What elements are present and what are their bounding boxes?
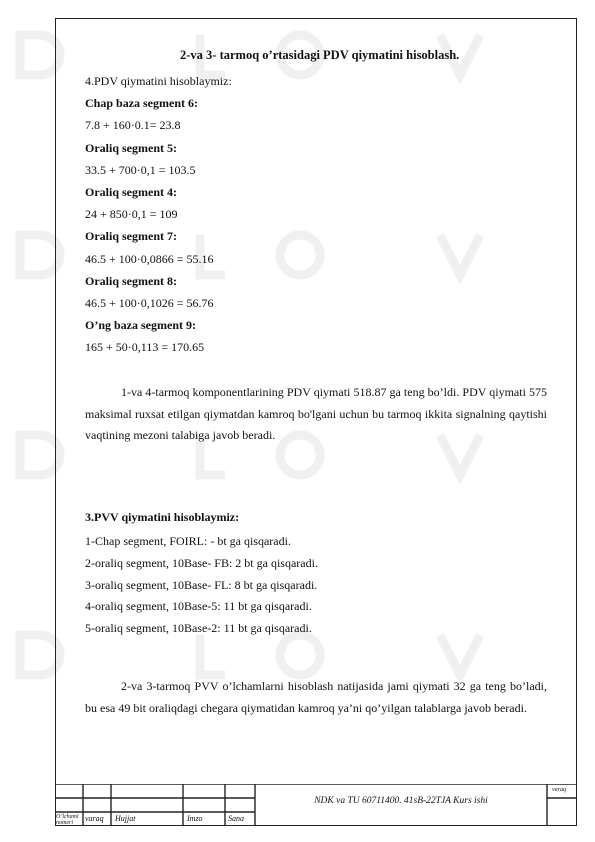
pvv-section-heading: 3.PVV qiymatini hisoblaymiz:	[85, 510, 240, 524]
stamp-imzo: Imzo	[187, 814, 203, 823]
pvv-conclusion-paragraph: 2-va 3-tarmoq PVV o’lchamlarni hisoblash natijasida jami qiymati 32 ga teng bo’ladi, bu esa 49 bit oraliqdagi chegara qiymatidan kamroq ya’ni qo’yilgan talablarga javob beradi.	[85, 679, 547, 715]
segment-heading: Chap baza segment 6:	[85, 96, 198, 111]
pvv-segment-line: 5-oraliq segment, 10Base-2: 11 bt ga qisqaradi.	[85, 621, 312, 636]
calculation-line: 4.PDV qiymatini hisoblaymiz:	[85, 74, 232, 88]
segment-heading: Oraliq segment 8:	[85, 273, 177, 288]
calculation-line: 46.5 + 100·0,0866 = 55.16	[85, 251, 214, 266]
stamp-varaq-right: varaq	[552, 787, 566, 793]
pvv-segment-line: 1-Chap segment, FOIRL: - bt ga qisqaradi.	[85, 534, 291, 548]
calculation-line: 7.8 + 160·0.1= 23.8	[85, 118, 181, 133]
calculation-line: 46.5 + 100·0,1026 = 56.76	[85, 296, 214, 310]
title-block-stamp	[55, 784, 577, 826]
pdv-conclusion-paragraph: 1-va 4-tarmoq komponentlarining PDV qiymati 518.87 ga teng bo’ldi. PDV qiymati 575 maksimal ruxsat etilgan qiymatdan kamroq bo'lgani uchun bu tarmoq ikkita signalning qaytishi vaqtining mezoni talabiga javob beradi.	[85, 385, 547, 442]
stamp-ozgar: O’lchami	[56, 814, 79, 820]
calculation-line: 33.5 + 700·0,1 = 103.5	[85, 162, 196, 177]
stamp-varaq: varaq	[85, 814, 104, 823]
pvv-segment-line: 3-oraliq segment, 10Base- FL: 8 bt ga qisqaradi.	[85, 577, 318, 592]
stamp-nomeri: nomeri	[56, 820, 73, 826]
pvv-segment-line: 2-oraliq segment, 10Base- FB: 2 bt ga qisqaradi.	[85, 555, 318, 570]
page-title: 2-va 3- tarmoq o’rtasidagi PDV qiymatini hisoblash.	[180, 48, 460, 62]
segment-heading: Oraliq segment 7:	[85, 229, 177, 244]
pvv-segment-line: 4-oraliq segment, 10Base-5: 11 bt ga qisqaradi.	[85, 599, 312, 614]
calculation-line: 165 + 50·0,113 = 170.65	[85, 340, 205, 355]
calculation-line: 24 + 850·0,1 = 109	[85, 207, 178, 222]
segment-heading: O’ng baza segment 9:	[85, 318, 196, 333]
segment-heading: Oraliq segment 4:	[85, 185, 177, 199]
stamp-hujjat: Hujjat	[115, 814, 136, 823]
stamp-sana: Sana	[228, 814, 244, 823]
segment-heading: Oraliq segment 5:	[85, 140, 177, 155]
stamp-document-code: NDK va TU 60711400. 41sB-22TJA Kurs ishi	[314, 796, 488, 806]
